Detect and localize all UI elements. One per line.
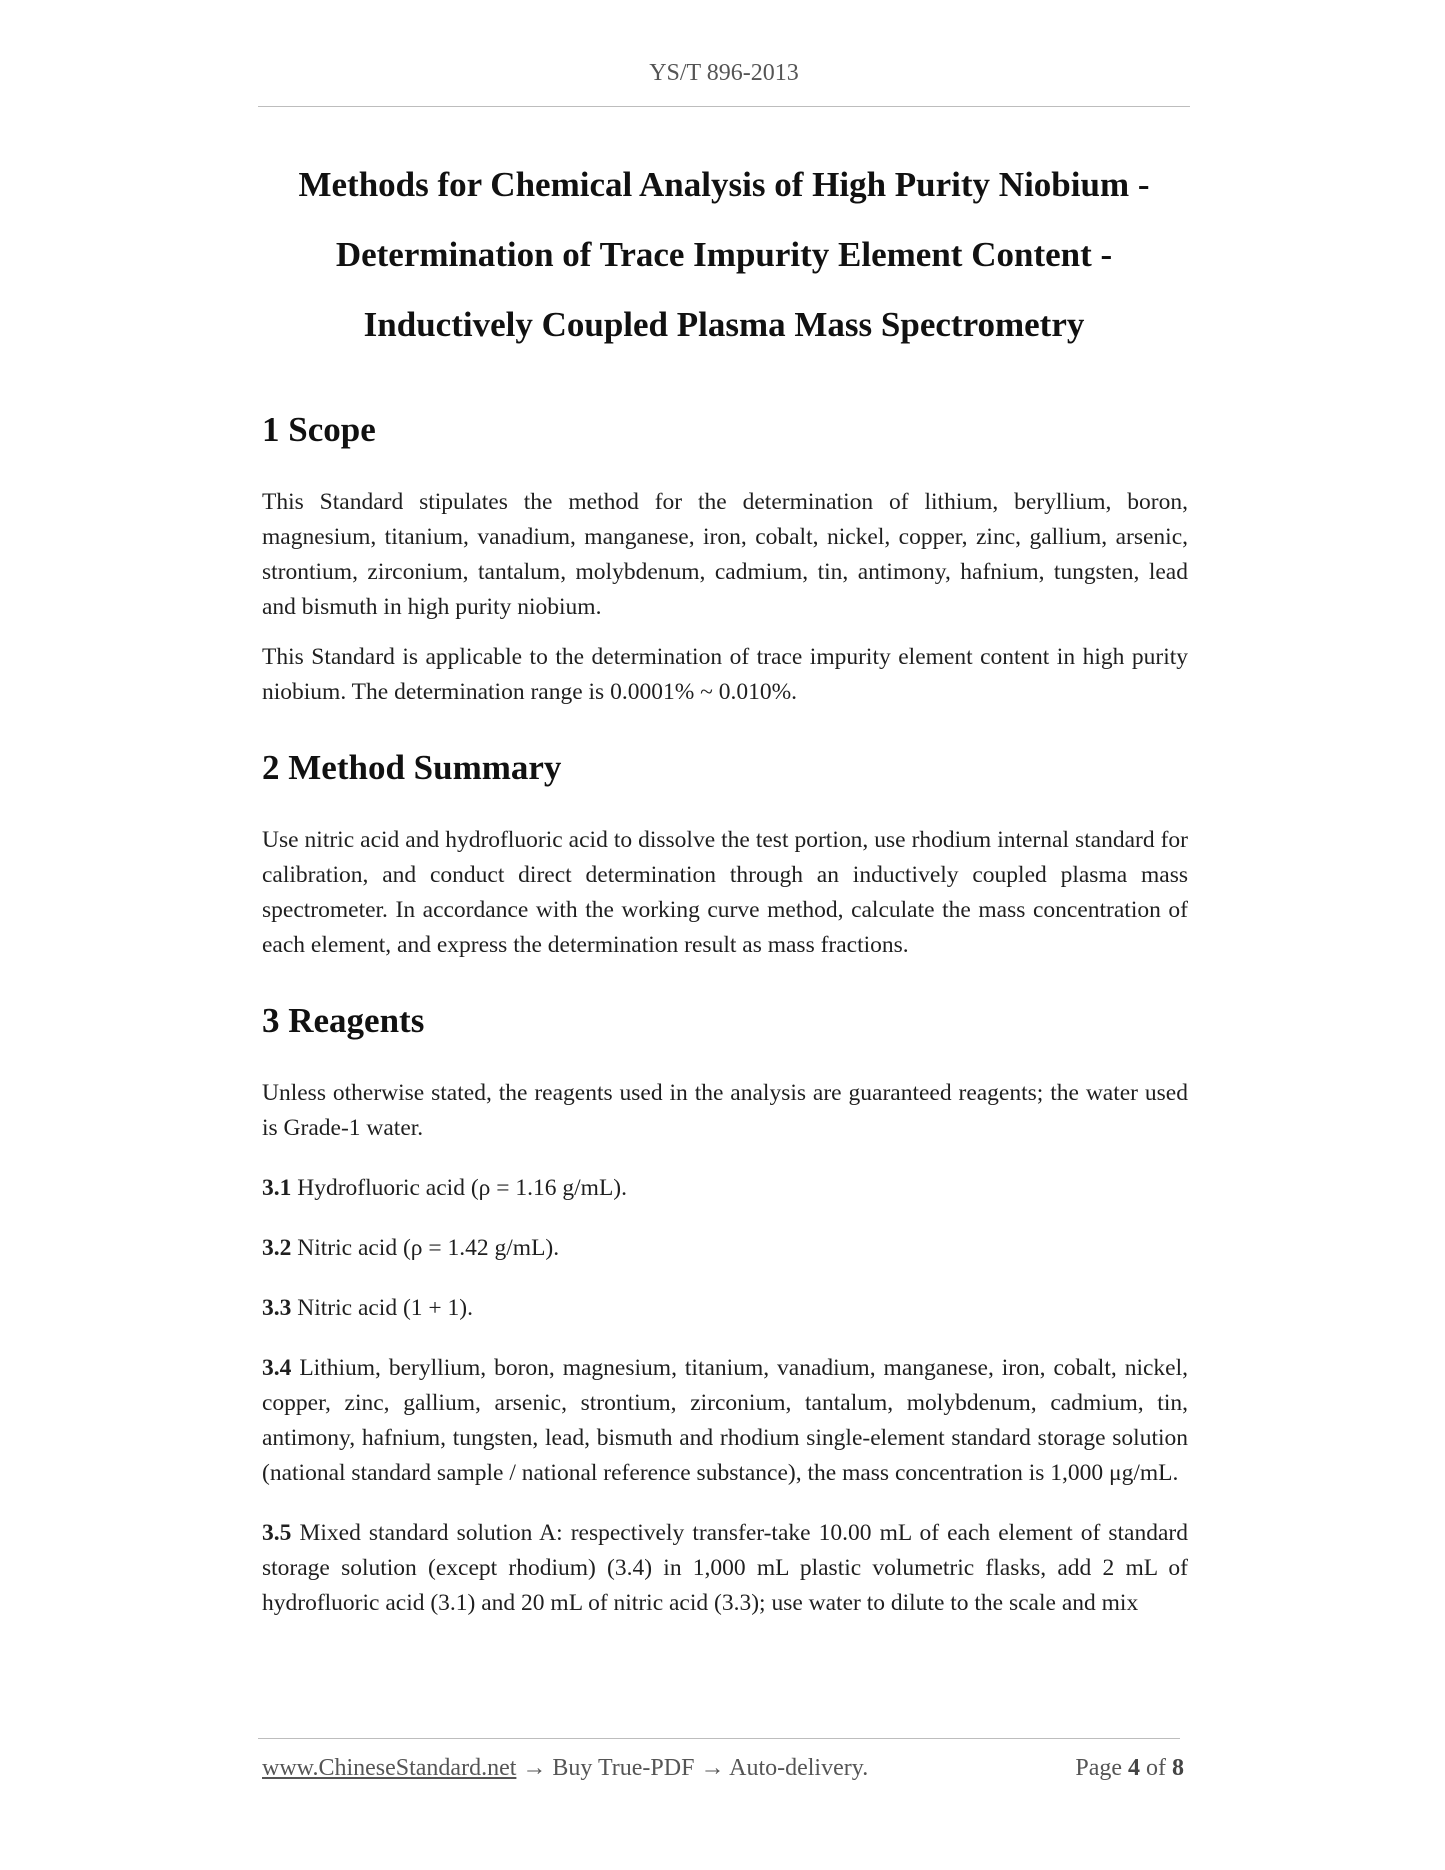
standard-code-header: YS/T 896-2013 <box>649 60 799 86</box>
title-line-3: Inductively Coupled Plasma Mass Spectrometry <box>363 305 1085 344</box>
reagent-clause-3-2 <box>262 1231 1188 1266</box>
title-line-1: Methods for Chemical Analysis of High Purity Niobium - <box>298 165 1150 204</box>
clause-text: Hydrofluoric acid (ρ = 1.16 g/mL). <box>291 1175 627 1201</box>
reagent-clause-3-4 <box>262 1351 1188 1491</box>
document-title <box>258 150 1190 360</box>
method-summary-paragraph: Use nitric acid and hydrofluoric acid to dissolve the test portion, use rhodium internal standard for calibration, and conduct direct determination through an inductively coupled plasma mass spectrometer. In accordance with the working curve method, calculate the mass concentration of each element, and express the determination result as mass fractions. <box>262 827 1188 958</box>
header-divider <box>258 106 1190 107</box>
site-link[interactable]: www.ChineseStandard.net <box>262 1755 517 1781</box>
document-body <box>262 400 1188 1621</box>
page-number <box>1075 1755 1184 1782</box>
reagent-clause-3-5 <box>262 1516 1188 1621</box>
section-heading-reagents: 3 Reagents <box>262 1001 425 1040</box>
clause-number: 3.5 <box>262 1520 292 1546</box>
clause-text: Nitric acid (1 + 1). <box>291 1295 473 1321</box>
page-label: Page <box>1075 1755 1122 1781</box>
section-heading-method-summary: 2 Method Summary <box>262 748 562 787</box>
reagent-clause-3-3 <box>262 1291 1188 1326</box>
clause-number: 3.3 <box>262 1295 292 1321</box>
clause-number: 3.1 <box>262 1175 292 1201</box>
scope-paragraph-2: This Standard is applicable to the determination of trace impurity element content in high purity niobium. The determination range is 0.0001% ~ 0.010%. <box>262 644 1188 705</box>
footer-tagline: → Buy True-PDF → Auto-delivery. <box>516 1755 869 1781</box>
clause-number: 3.2 <box>262 1235 292 1261</box>
clause-text: Nitric acid (ρ = 1.42 g/mL). <box>291 1235 560 1261</box>
scope-paragraph-1: This Standard stipulates the method for the determination of lithium, beryllium, boron, magnesium, titanium, vanadium, manganese, iron, cobalt, nickel, copper, zinc, gallium, arsenic, strontium, zirconium, tantalum, molybdenum, cadmium, tin, antimony, hafnium, tungsten, lead and bismuth in high purity niobium. <box>262 489 1188 620</box>
page-footer <box>262 1755 1184 1782</box>
page-current: 4 <box>1128 1755 1140 1781</box>
page-of-label: of <box>1146 1755 1166 1781</box>
footer-divider <box>258 1738 1180 1739</box>
section-heading-scope: 1 Scope <box>262 410 376 449</box>
title-line-2: Determination of Trace Impurity Element Content - <box>335 235 1113 274</box>
clause-text: Mixed standard solution A: respectively transfer-take 10.00 mL of each element of standard storage solution (except rhodium) (3.4) in 1,000 mL plastic volumetric flasks, add 2 mL of hydrofluoric acid (3.1) and 20 mL of nitric acid (3.3); use water to dilute to the scale and mix <box>262 1520 1188 1616</box>
clause-number: 3.4 <box>262 1355 292 1381</box>
reagents-intro-paragraph: Unless otherwise stated, the reagents used in the analysis are guaranteed reagents; the water used is Grade-1 water. <box>262 1080 1188 1141</box>
reagent-clause-3-1 <box>262 1171 1188 1206</box>
clause-text: Lithium, beryllium, boron, magnesium, titanium, vanadium, manganese, iron, cobalt, nickel, copper, zinc, gallium, arsenic, strontium, zirconium, tantalum, molybdenum, cadmium, tin, antimony, hafnium, tungsten, lead, bismuth and rhodium single-element standard storage solution (national standard sample / national reference substance), the mass concentration is 1,000 μg/mL. <box>262 1355 1188 1486</box>
page-total: 8 <box>1172 1755 1184 1781</box>
